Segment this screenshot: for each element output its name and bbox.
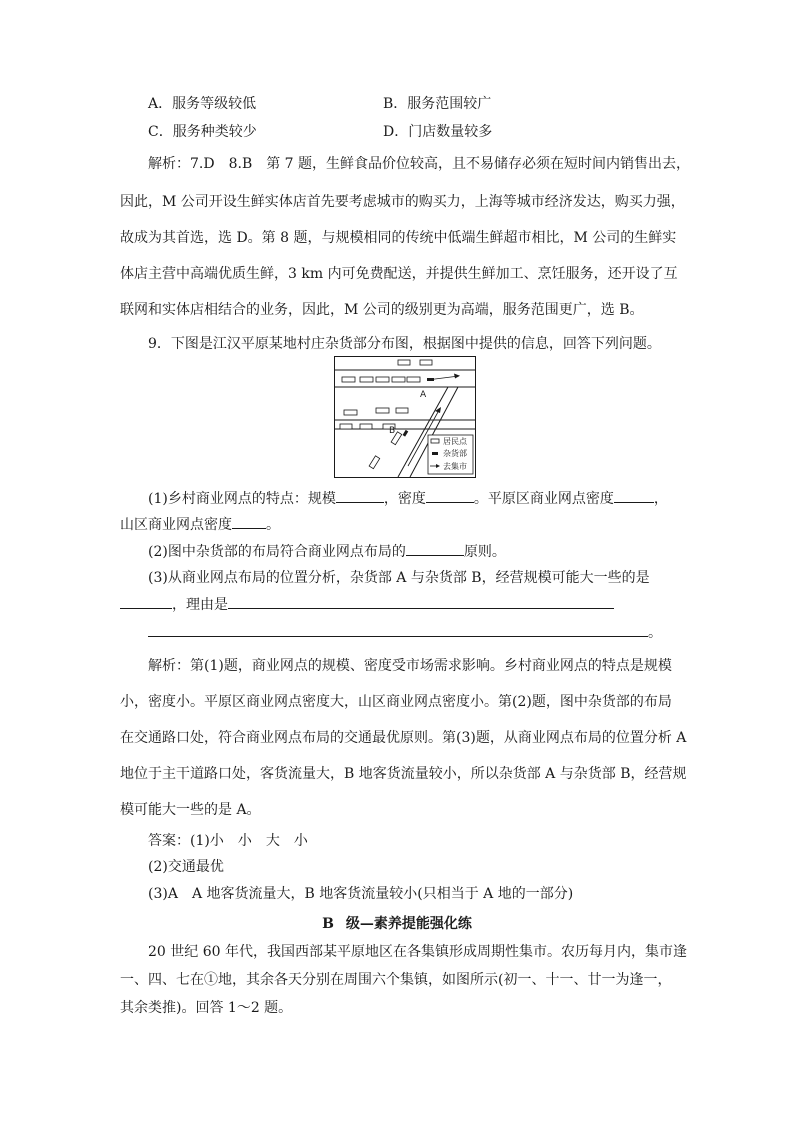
section-letter: B (322, 916, 334, 932)
answer-1: 答案：(1)小 小 大 小 (148, 833, 308, 849)
intro-line-1: 20 世纪 60 年代，我国西部某平原地区在各集镇形成周期性集市。农历每月内，集市逢 (148, 944, 687, 960)
analysis2-line-2: 小，密度小。平原区商业网点密度大，山区商业网点密度小。第(2)题，图中杂货部的布局 (120, 694, 672, 710)
village-store-map (334, 356, 476, 478)
question-9-part-3-line: 。 (148, 622, 708, 643)
analysis1-line-3: 故成为其首选，选 D。第 8 题，与规模相同的传统中低端生鲜超市相比，M 公司的生鲜实 (120, 230, 677, 246)
answer-blank[interactable] (336, 488, 384, 503)
store-a-marker (427, 378, 434, 381)
analysis2-line-3: 在交通路口处，符合商业网点布局的交通最优原则。第(3)题，从商业网点布局的位置分析 A (120, 730, 687, 746)
intro-line-2: 一、四、七在①地，其余各天分别在周围六个集镇，如图所示(初一、十一、廿一为逢一， (120, 972, 672, 988)
intro-line-3: 其余类推)。回答 1～2 题。 (120, 1000, 293, 1016)
map-label-a: A (420, 390, 427, 400)
analysis2-line-1: 解析：第(1)题，商业网点的规模、密度受市场需求影响。乡村商业网点的特点是规模 (148, 658, 672, 674)
legend-store: 杂货部 (443, 449, 467, 458)
analysis1-line-4: 体店主营中高端优质生鲜，3 km 内可免费配送，并提供生鲜加工、烹饪服务，还开设了互 (120, 266, 678, 282)
legend-store-icon (432, 452, 438, 455)
analysis1-line-5: 联网和实体店相结合的业务，因此，M 公司的级别更为高端，服务范围更广，选 B。 (120, 302, 644, 318)
answer-blank[interactable] (232, 514, 266, 529)
option-c: C．服务种类较少 (148, 124, 257, 140)
map-label-b: B (389, 426, 396, 436)
analysis2-line-5: 模可能大一些的是 A。 (120, 802, 261, 818)
answer-blank[interactable] (406, 541, 464, 556)
answer-blank[interactable] (120, 594, 172, 609)
question-9-part-2: (2)图中杂货部的布局符合商业网点布局的 原则。 (148, 541, 708, 562)
answer-blank[interactable] (614, 488, 654, 503)
answer-blank[interactable] (426, 488, 474, 503)
analysis2-line-4: 地位于主干道路口处，客货流量大，B 地客货流量较小，所以杂货部 A 与杂货部 B，经营规 (120, 766, 687, 782)
map-legend (428, 435, 473, 474)
legend-residential-icon (431, 439, 439, 443)
option-d: D．门店数量较多 (383, 124, 493, 140)
section-title: 级—素养提能强化练 (345, 916, 472, 932)
option-b: B．服务范围较广 (383, 96, 492, 112)
question-9-part-3-cont: ，理由是 (120, 594, 680, 615)
question-9-part-1-cont: 山区商业网点密度 。 (120, 514, 680, 535)
answer-blank[interactable] (228, 594, 614, 609)
answer-2: (2)交通最优 (148, 859, 224, 875)
answer-blank[interactable] (148, 622, 648, 637)
section-heading (0, 914, 794, 934)
analysis1-line-2: 因此，M 公司开设生鲜实体店首先要考虑城市的购买力，上海等城市经济发达，购买力强， (120, 194, 685, 210)
question-9-stem: 9．下图是江汉平原某地村庄杂货部分布图，根据图中提供的信息，回答下列问题。 (148, 336, 661, 352)
legend-market: 去集市 (443, 462, 467, 471)
option-a: A．服务等级较低 (148, 96, 257, 112)
question-9-part-1: (1)乡村商业网点的特点：规模 ，密度 。平原区商业网点密度 ， (148, 488, 708, 509)
analysis1-line-1: 解析：7.D 8.B 第 7 题，生鲜食品价位较高，且不易储存必须在短时间内销售出去， (148, 156, 691, 172)
question-9-part-3: (3)从商业网点布局的位置分析，杂货部 A 与杂货部 B，经营规模可能大一些的是 (148, 570, 650, 586)
legend-residential: 居民点 (443, 437, 467, 446)
answer-3: (3)A A 地客货流量大，B 地客货流量较小(只相当于 A 地的一部分) (148, 886, 574, 902)
